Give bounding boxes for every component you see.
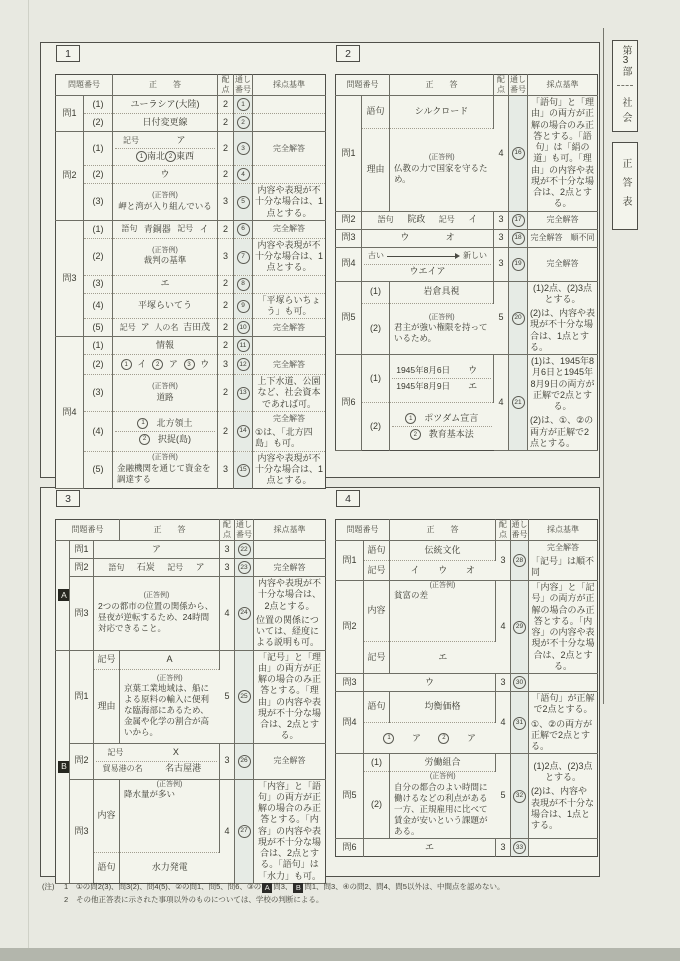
points: 3 xyxy=(220,743,235,779)
serial-badge: 8 xyxy=(237,278,250,291)
criteria xyxy=(529,674,598,692)
answer: 1 イ 2 ア 3 ウ xyxy=(113,355,218,375)
footnote-2-text: その他正答表に示された事項以外のものについては、学校の判断による。 xyxy=(76,895,324,905)
criteria xyxy=(254,541,326,559)
sub-number: (1) xyxy=(84,337,113,355)
answer: 均衡価格 xyxy=(390,692,496,723)
points: 2 xyxy=(218,375,234,412)
answer: 記号 ア 人の名 吉田茂 xyxy=(113,319,218,337)
row xyxy=(56,541,326,559)
table4-number-box: 4 xyxy=(336,490,360,507)
serial-badge: 33 xyxy=(513,841,526,854)
subject-label: 社会 xyxy=(620,97,631,127)
section-cell xyxy=(56,541,70,651)
points: 5 xyxy=(496,754,511,839)
points: 4 xyxy=(220,577,235,651)
serial-badge: 30 xyxy=(513,676,526,689)
serial-badge: 12 xyxy=(237,358,250,371)
question-label: 問2 xyxy=(336,211,362,229)
row xyxy=(56,411,326,451)
serial-badge: 2 xyxy=(237,116,250,129)
sub-number: (4) xyxy=(84,411,113,451)
sub-number: (1) xyxy=(84,132,113,166)
points: 2 xyxy=(218,319,234,337)
points: 4 xyxy=(496,692,511,754)
answer: 古い 新しい ウ エ イ ア xyxy=(362,247,494,281)
row xyxy=(56,779,326,853)
col-header-criteria: 採点基準 xyxy=(254,520,326,541)
sub-number: (2) xyxy=(84,238,113,275)
answer: 1 ポツダム宣言 2 教育基本法 xyxy=(390,403,494,451)
criteria: 完全解答 xyxy=(273,143,305,153)
points: 2 xyxy=(218,132,234,166)
answer: (正答例) 京葉工業地域は、船による原料の輸入に便利な臨海部にあるため、金属や化学の割合が高いから。 xyxy=(120,670,220,743)
sub-number: (2) xyxy=(84,166,113,184)
criteria xyxy=(529,838,598,856)
row xyxy=(336,674,598,692)
note-label: (注) xyxy=(42,882,55,891)
criteria: 完全解答 xyxy=(273,562,306,572)
serial-badge: 25 xyxy=(238,690,251,703)
points: 3 xyxy=(218,184,234,221)
criteria: 完全解答 xyxy=(546,259,579,268)
sub-number: (1) xyxy=(364,754,390,772)
criteria: 「語句」が正解で2点とする。 ①、②の両方が正解で2点とする。 xyxy=(529,692,598,754)
criteria: 上下水道、公園など、社会資本であれば可。 xyxy=(253,375,326,412)
col-header-criteria: 採点基準 xyxy=(528,75,598,96)
divider xyxy=(617,85,633,86)
answer: 1 北方領土 2 択捉(島) xyxy=(113,411,218,451)
col-header-points: 配点 xyxy=(218,75,234,96)
circled-number: 2 xyxy=(438,733,449,744)
row xyxy=(336,838,598,856)
row xyxy=(56,220,326,238)
row xyxy=(336,692,598,723)
serial-badge: 13 xyxy=(237,387,250,400)
points: 3 xyxy=(494,247,509,281)
row xyxy=(56,355,326,375)
side-label-part-subject xyxy=(612,40,638,132)
answer: A xyxy=(120,650,220,670)
serial-badge: 19 xyxy=(512,258,525,271)
col-header-question: 問題番号 xyxy=(56,75,113,96)
question-label: 問1 xyxy=(56,96,84,132)
question-label: 問2 xyxy=(336,581,364,674)
row xyxy=(56,451,326,488)
sub-number: (5) xyxy=(84,319,113,337)
row xyxy=(336,581,598,642)
sub-number: (4) xyxy=(84,293,113,319)
question-label: 問4 xyxy=(336,692,364,754)
row xyxy=(56,293,326,319)
col-header-points: 配点 xyxy=(494,75,509,96)
answer: (正答例) 2つの都市の位置の関係から、昼夜が逆転するため、24時間対応できること。 xyxy=(94,577,220,651)
criteria: 「平塚らいちょう」も可。 xyxy=(253,293,326,319)
part-label: 第3部 xyxy=(620,45,631,76)
question-label: 問2 xyxy=(70,559,94,577)
row xyxy=(336,541,598,561)
criteria: 完全解答 ①は、「北方四島」も可。 xyxy=(253,411,326,451)
col-header-criteria: 採点基準 xyxy=(529,520,598,541)
question-label: 問1 xyxy=(336,96,362,212)
criteria xyxy=(253,337,326,355)
answer: ア xyxy=(94,541,220,559)
col-header-answer: 正 答 xyxy=(390,75,494,96)
col-header-question: 問題番号 xyxy=(336,75,390,96)
col-header-criteria: 採点基準 xyxy=(253,75,326,96)
col-header-serial: 通し番号 xyxy=(236,520,252,539)
part-label: 語句 xyxy=(94,853,120,884)
sub-number: (2) xyxy=(362,403,390,451)
serial-badge: 32 xyxy=(513,790,526,803)
col-header-points: 配点 xyxy=(220,520,235,541)
criteria: 完全解答 「記号」は順不同 xyxy=(529,541,598,581)
table3-number-box: 3 xyxy=(56,490,80,507)
circled-number: 1 xyxy=(136,151,147,162)
serial-badge: 27 xyxy=(238,825,251,838)
footnote-1: (注) 1 ①の問2(3)、問3(2)、問4(5)、②の問1、問5、問6、③の A 問3、 B 問1、問3、④の問2、問4、問5以外は、中間点を認めない。 xyxy=(42,882,505,892)
footnote-2: 2 その他正答表に示された事項以外のものについては、学校の判断による。 xyxy=(42,893,648,906)
criteria: 「語句」と「理由」の両方が正解の場合のみ正答とする。「語句」は「絹の道」も可。「理由」の内容や表現が不十分な場合は、2点とする。 xyxy=(528,96,598,212)
col-header-answer: 正 答 xyxy=(390,520,496,541)
question-label: 問3 xyxy=(56,220,84,336)
answer-table-1 xyxy=(55,74,326,489)
points: 4 xyxy=(220,779,235,883)
criteria: 完全解答 xyxy=(273,322,305,332)
row xyxy=(56,184,326,221)
part-label: 語句 xyxy=(364,541,390,561)
points: 4 xyxy=(494,355,509,451)
criteria: 完全解答 xyxy=(546,215,579,224)
row xyxy=(56,166,326,184)
serial-badge: 26 xyxy=(238,755,251,768)
answer: 情報 xyxy=(113,337,218,355)
scan-edge-line xyxy=(28,0,29,948)
row xyxy=(56,559,326,577)
answer: 語句 院政 記号 イ xyxy=(362,211,494,229)
col-header-answer: 正 答 xyxy=(120,520,220,541)
answer: 1 ア 2 ア xyxy=(364,723,496,754)
serial-badge: 7 xyxy=(237,251,250,264)
question-label: 問2 xyxy=(56,132,84,221)
answer: (正答例) 君主が強い権限を持っているため。 xyxy=(390,303,494,354)
question-label: 問5 xyxy=(336,754,364,839)
criteria: 完全解答 xyxy=(273,756,306,765)
question-label: 問5 xyxy=(336,281,362,355)
points: 2 xyxy=(218,220,234,238)
points: 3 xyxy=(218,238,234,275)
serial-badge: 15 xyxy=(237,464,250,477)
sub-number: (2) xyxy=(364,772,390,839)
question-label: 問6 xyxy=(336,355,362,451)
criteria: 「内容」と「記号」の両方が正解の場合のみ正答とする。「内容」の内容や表現が不十分な場合は、2点とする。 xyxy=(529,581,598,674)
serial-badge: 10 xyxy=(237,321,250,334)
points: 2 xyxy=(218,96,234,114)
circled-number: 1 xyxy=(121,359,132,370)
old-to-new-arrow-icon xyxy=(387,253,460,259)
question-label: 問3 xyxy=(336,674,364,692)
col-header-serial: 通し番号 xyxy=(235,75,251,94)
points: 2 xyxy=(218,293,234,319)
points: 4 xyxy=(496,581,511,674)
sub-number: (2) xyxy=(84,114,113,132)
criteria: (1)2点、(2)3点とする。 (2)は、内容や表現が不十分な場合は、1点とする。 xyxy=(529,754,598,839)
row xyxy=(56,337,326,355)
points: 3 xyxy=(494,229,509,247)
criteria: (1)は、1945年8月6日と1945年8月9日の両方が正解で2点とする。 (2)は、①、②の両方が正解で2点とする。 xyxy=(528,355,598,451)
part-label: 理由 xyxy=(94,670,120,743)
part-label: 内容 xyxy=(364,581,390,642)
serial-badge: 23 xyxy=(238,561,251,574)
answer: (正答例) 貧富の差 xyxy=(390,581,496,642)
sub-number: (3) xyxy=(84,275,113,293)
points: 4 xyxy=(494,96,509,212)
question-label: 問6 xyxy=(336,838,364,856)
row xyxy=(56,96,326,114)
points: 3 xyxy=(220,541,235,559)
circled-number: 2 xyxy=(152,359,163,370)
row xyxy=(56,743,326,779)
circled-number: 1 xyxy=(405,413,416,424)
row xyxy=(336,355,598,403)
serial-badge: 1 xyxy=(237,98,250,111)
criteria xyxy=(253,96,326,114)
question-label: 問4 xyxy=(56,337,84,489)
answer: ウ xyxy=(364,674,496,692)
criteria: 内容や表現が不十分な場合は、1点とする。 xyxy=(253,184,326,221)
row xyxy=(336,247,598,281)
serial-badge: 6 xyxy=(237,223,250,236)
serial-badge: 28 xyxy=(513,554,526,567)
answer: 記号 ア 1 南北 2 東西 xyxy=(113,132,218,166)
sub-number: (1) xyxy=(84,220,113,238)
criteria xyxy=(253,114,326,132)
answer: (正答例) 仏教の力で国家を守るため。 xyxy=(390,128,494,211)
row xyxy=(336,281,598,303)
col-header-points: 配点 xyxy=(496,520,511,541)
answer: (正答例) 道路 xyxy=(113,375,218,412)
answer: (正答例) 岬と湾が入り組んでいる xyxy=(113,184,218,221)
answer: シルクロード xyxy=(390,96,494,129)
section-a-badge: A xyxy=(262,883,272,893)
answer-sheet-label: 正答表 xyxy=(620,157,631,215)
section-a-badge: A xyxy=(58,589,70,601)
row xyxy=(336,754,598,772)
serial-badge: 29 xyxy=(513,621,526,634)
points: 3 xyxy=(220,559,235,577)
criteria: (1)2点、(2)3点とする。 (2)は、内容や表現が不十分な場合は、1点とする。 xyxy=(528,281,598,355)
serial-badge: 3 xyxy=(237,142,250,155)
answer-table-3 xyxy=(55,519,326,884)
criteria: 「内容」と「語句」の両方が正解の場合のみ正答とする。「内容」の内容や表現が不十分な場合は、2点とする。「語句」は「水力」も可。 xyxy=(254,779,326,883)
circled-number: 1 xyxy=(383,733,394,744)
table2-number-box: 2 xyxy=(336,45,360,62)
row xyxy=(336,211,598,229)
answer: ウ オ xyxy=(362,229,494,247)
question-label: 問1 xyxy=(70,541,94,559)
footnote-1-text: ①の問2(3)、問3(2)、問4(5)、②の問1、問5、問6、③の A 問3、 B 問1、問3、④の問2、問4、問5以外は、中間点を認めない。 xyxy=(76,882,505,892)
question-label: 問3 xyxy=(70,779,94,883)
sub-number: (2) xyxy=(84,355,113,375)
serial-badge: 31 xyxy=(513,717,526,730)
part-label: 語句 xyxy=(364,692,390,723)
question-label: 問1 xyxy=(70,650,94,743)
circled-number: 2 xyxy=(165,151,176,162)
section-cell xyxy=(56,650,70,883)
question-label: 問1 xyxy=(336,541,364,581)
row xyxy=(56,238,326,275)
criteria: 「記号」と「理由」の両方が正解の場合のみ正答とする。「理由」の内容や表現が不十分な場合は、2点とする。 xyxy=(254,650,326,743)
serial-badge: 21 xyxy=(512,396,525,409)
answer: 語句 青銅器 記号 イ xyxy=(113,220,218,238)
circled-number: 1 xyxy=(137,418,148,429)
part-label: 記号 xyxy=(364,561,390,581)
section-b-badge: B xyxy=(58,761,70,773)
answer: 伝統文化 xyxy=(390,541,496,561)
table1-number-box: 1 xyxy=(56,45,80,62)
answer-table-4 xyxy=(335,519,598,857)
sub-number: (3) xyxy=(84,375,113,412)
serial-badge: 18 xyxy=(512,232,525,245)
col-header-serial: 通し番号 xyxy=(511,520,528,539)
col-header-answer: 正 答 xyxy=(113,75,218,96)
part-label: 記号 xyxy=(364,641,390,673)
part-label: 語句 xyxy=(362,96,390,129)
circled-number: 2 xyxy=(139,434,150,445)
criteria: 完全解答 順不同 xyxy=(530,233,595,242)
row xyxy=(56,114,326,132)
serial-badge: 24 xyxy=(238,607,251,620)
sub-number: (1) xyxy=(362,281,390,303)
question-label: 問4 xyxy=(336,247,362,281)
points: 3 xyxy=(494,211,509,229)
side-label-answer-sheet xyxy=(612,142,638,230)
serial-badge: 17 xyxy=(512,214,525,227)
points: 2 xyxy=(218,411,234,451)
answer: (正答例) 金融機関を通じて資金を調達する xyxy=(113,451,218,488)
answer: 労働組合 xyxy=(390,754,496,772)
answer: (正答例) 降水量が多い xyxy=(120,779,220,853)
serial-badge: 11 xyxy=(237,339,250,352)
question-label: 問3 xyxy=(70,577,94,651)
answer: ウ xyxy=(113,166,218,184)
circled-number: 3 xyxy=(184,359,195,370)
part-label: 理由 xyxy=(362,128,390,211)
row xyxy=(56,275,326,293)
answer: エ xyxy=(113,275,218,293)
sub-number: (3) xyxy=(84,184,113,221)
question-label: 問2 xyxy=(70,743,94,779)
criteria: 内容や表現が不十分な場合は、1点とする。 xyxy=(255,452,324,486)
points: 3 xyxy=(496,674,511,692)
serial-badge: 5 xyxy=(237,196,250,209)
points: 2 xyxy=(218,166,234,184)
sub-number: (5) xyxy=(84,451,113,488)
circled-number: 2 xyxy=(410,429,421,440)
row xyxy=(56,577,326,651)
row xyxy=(336,96,598,129)
part-label: 記号 xyxy=(94,650,120,670)
points: 3 xyxy=(218,355,234,375)
row xyxy=(336,229,598,247)
serial-badge: 14 xyxy=(237,425,250,438)
answer: イ ウ オ xyxy=(390,561,496,581)
criteria xyxy=(253,166,326,184)
footnotes xyxy=(42,880,648,906)
serial-badge: 9 xyxy=(237,300,250,313)
answer: (正答例) 裁判の基準 xyxy=(113,238,218,275)
answer: 語句 石炭 記号 ア xyxy=(94,559,220,577)
sub-number: (1) xyxy=(84,96,113,114)
points: 5 xyxy=(220,650,235,743)
criteria: 内容や表現が不十分な場合は、1点とする。 xyxy=(253,238,326,275)
serial-badge: 22 xyxy=(238,543,251,556)
margin-rule xyxy=(603,28,604,704)
sub-number: (2) xyxy=(362,303,390,354)
answer: 日付変更線 xyxy=(113,114,218,132)
answer: ユーラシア(大陸) xyxy=(113,96,218,114)
col-header-serial: 通し番号 xyxy=(510,75,526,94)
answer: 記号 X 貿易港の名 名古屋港 xyxy=(94,743,220,779)
row xyxy=(56,132,326,166)
question-label: 問3 xyxy=(336,229,362,247)
criteria: 内容や表現が不十分な場合は、2点とする。 位置の関係については、経度による説明も可。 xyxy=(254,577,326,651)
col-header-question: 問題番号 xyxy=(336,520,390,541)
points: 5 xyxy=(494,281,509,355)
answer: 1945年8月6日 ウ 1945年8月9日 エ xyxy=(390,355,494,403)
answer: エ xyxy=(364,838,496,856)
points: 2 xyxy=(218,114,234,132)
points: 2 xyxy=(218,337,234,355)
scan-bottom-shadow xyxy=(0,948,680,961)
section-b-badge: B xyxy=(293,883,303,893)
part-label: 内容 xyxy=(94,779,120,853)
points: 3 xyxy=(218,451,234,488)
answer: 水力発電 xyxy=(151,862,188,873)
sub-number: (1) xyxy=(362,355,390,403)
answer: (正答例) 自分の都合のよい時間に働けるなどの利点がある一方、正規雇用に比べて賃金が安いという課題がある。 xyxy=(390,772,496,839)
row xyxy=(56,375,326,412)
serial-badge: 16 xyxy=(512,147,525,160)
serial-badge: 20 xyxy=(512,312,525,325)
answer-table-2 xyxy=(335,74,598,451)
answer: 平塚らいてう xyxy=(113,293,218,319)
answer: 岩倉具視 xyxy=(390,281,494,303)
criteria: 完全解答 xyxy=(273,224,305,234)
serial-badge: 4 xyxy=(237,168,250,181)
points: 3 xyxy=(496,541,511,581)
row xyxy=(56,650,326,670)
criteria: 完全解答 xyxy=(273,359,305,369)
row xyxy=(56,319,326,337)
answer: エ xyxy=(390,641,496,673)
points: 2 xyxy=(218,275,234,293)
criteria xyxy=(253,275,326,293)
points: 3 xyxy=(496,838,511,856)
col-header-question: 問題番号 xyxy=(56,520,120,541)
